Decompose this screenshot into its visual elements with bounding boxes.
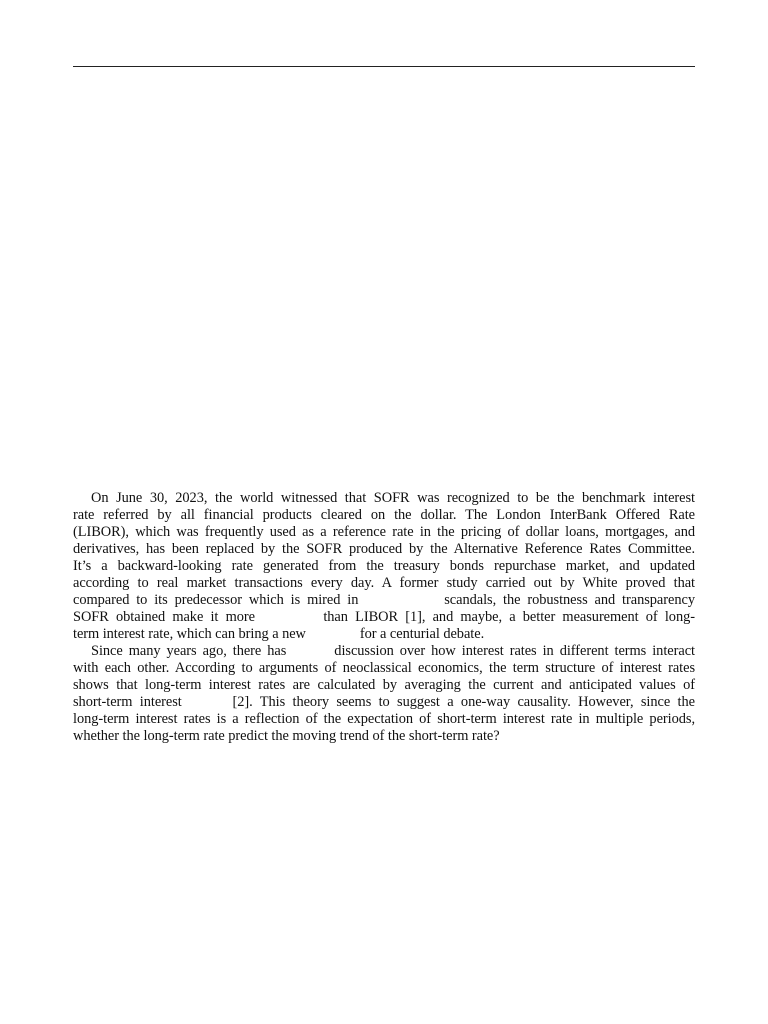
paragraph-2 <box>73 643 695 745</box>
body-text <box>73 490 695 745</box>
paragraph-line: derivatives, has been replaced by the SOFR produced by the Alternative Reference Rates Committee. <box>73 541 695 557</box>
paragraph-line: (LIBOR), which was frequently used as a reference rate in the pricing of dollar loans, mortgages, and <box>73 524 695 540</box>
paragraph-line: term interest rate, which can bring a new for a centurial debate. <box>73 626 485 642</box>
paragraph-line: whether the long-term rate predict the moving trend of the short-term rate? <box>73 728 500 744</box>
paragraph-line: rate referred by all financial products cleared on the dollar. The London InterBank Offered Rate <box>73 507 695 523</box>
paragraph-line: shows that long-term interest rates are calculated by averaging the current and anticipated values of <box>73 677 695 693</box>
paragraph-line: Since many years ago, there has discussion over how interest rates in different terms interact <box>91 643 695 659</box>
paragraph-line: compared to its predecessor which is mired in scandals, the robustness and transparency <box>73 592 695 608</box>
paragraph-1 <box>73 490 695 643</box>
paragraph-line: short-term interest [2]. This theory seems to suggest a one-way causality. However, since the <box>73 694 695 710</box>
paragraph-line: according to real market transactions every day. A former study carried out by White proved that <box>73 575 695 591</box>
paragraph-line: It’s a backward-looking rate generated from the treasury bonds repurchase market, and updated <box>73 558 695 574</box>
paragraph-line: long-term interest rates is a reflection of the expectation of short-term interest rate in multiple periods, <box>73 711 695 727</box>
paragraph-line: SOFR obtained make it more than LIBOR [1], and maybe, a better measurement of long- <box>73 609 695 625</box>
paragraph-line: On June 30, 2023, the world witnessed that SOFR was recognized to be the benchmark interest <box>91 490 695 506</box>
paragraph-line: with each other. According to arguments of neoclassical economics, the term structure of interest rates <box>73 660 695 676</box>
header-rule <box>73 66 695 67</box>
